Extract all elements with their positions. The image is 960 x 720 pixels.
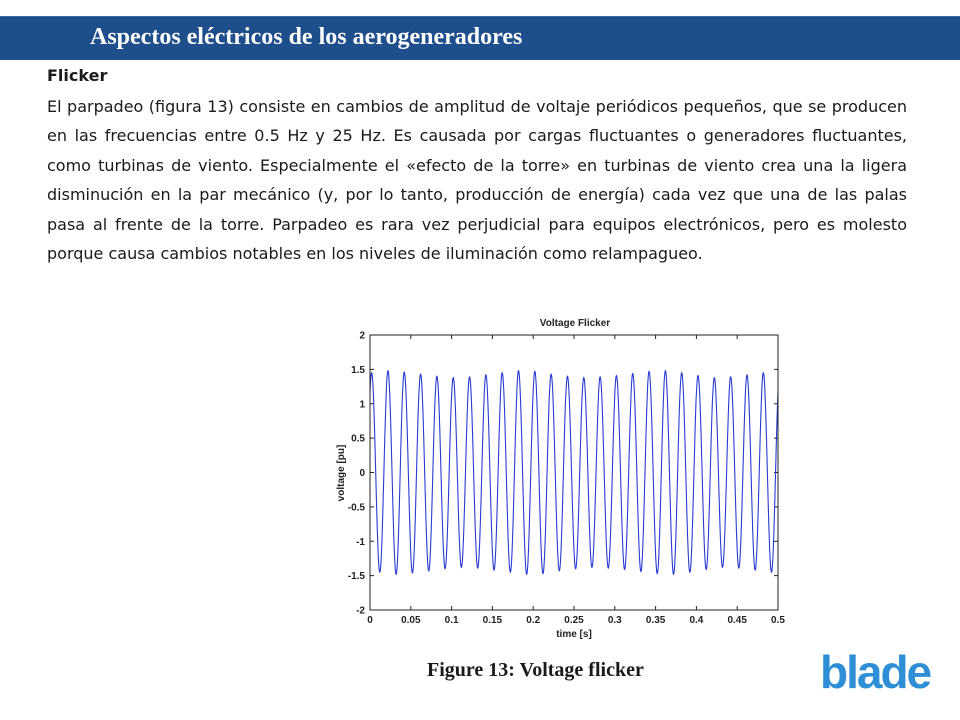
voltage-flicker-chart <box>320 315 800 645</box>
x-tick-label: 0 <box>367 615 373 626</box>
x-tick-label: 0.1 <box>444 615 459 626</box>
chart-title: Voltage Flicker <box>539 318 611 329</box>
y-tick-label: 2 <box>359 330 365 342</box>
y-tick-label: -1.5 <box>347 571 365 583</box>
x-tick-label: 0.3 <box>607 615 622 626</box>
figure-caption: Figure 13: Voltage flicker <box>427 659 644 681</box>
y-tick-label: 0 <box>359 468 365 479</box>
x-tick-label: 0.25 <box>564 615 584 626</box>
y-tick-label: 0.5 <box>351 433 365 445</box>
series-line-voltage <box>370 371 778 575</box>
y-tick-label: -0.5 <box>347 502 365 514</box>
y-tick-label: -2 <box>356 605 365 617</box>
x-tick-label: 0.5 <box>771 615 785 626</box>
y-tick-label: -1 <box>356 536 365 548</box>
slide-title: Aspectos eléctricos de los aerogeneradores <box>90 24 523 50</box>
x-axis-label: time [s] <box>556 629 592 640</box>
plot-frame <box>370 335 778 610</box>
section-title: Flicker <box>47 66 108 85</box>
y-tick-label: 1.5 <box>351 364 365 376</box>
voltage-flicker-figure <box>320 315 800 645</box>
brand-logo: blade <box>820 646 931 698</box>
x-tick-label: 0.15 <box>482 615 503 626</box>
y-axis-label: voltage [pu] <box>336 444 347 502</box>
x-tick-label: 0.4 <box>689 615 704 626</box>
body-paragraph: El parpadeo (figura 13) consiste en cambios de amplitud de voltaje periódicos pequeños, que se producen en las frecuencias entre 0.5 Hz y 25 Hz. Es causada por cargas fluctuantes o generadores fluctuantes, como turbinas de viento. Especialmente el «efecto de la torre» en turbinas de viento crea una la ligera disminución en la par mecánico (y, por lo tanto, producción de energía) cada vez que una de las palas pasa al frente de la torre. Parpadeo es rara vez perjudicial para equipos electrónicos, pero es molesto porque causa cambios notables en los niveles de iluminación como relampagueo. <box>47 97 907 264</box>
x-tick-label: 0.2 <box>526 615 541 626</box>
y-tick-label: 1 <box>359 399 365 411</box>
x-tick-label: 0.45 <box>727 615 747 626</box>
x-tick-label: 0.35 <box>645 615 666 626</box>
header-bar <box>0 16 960 60</box>
x-tick-label: 0.05 <box>401 615 421 626</box>
